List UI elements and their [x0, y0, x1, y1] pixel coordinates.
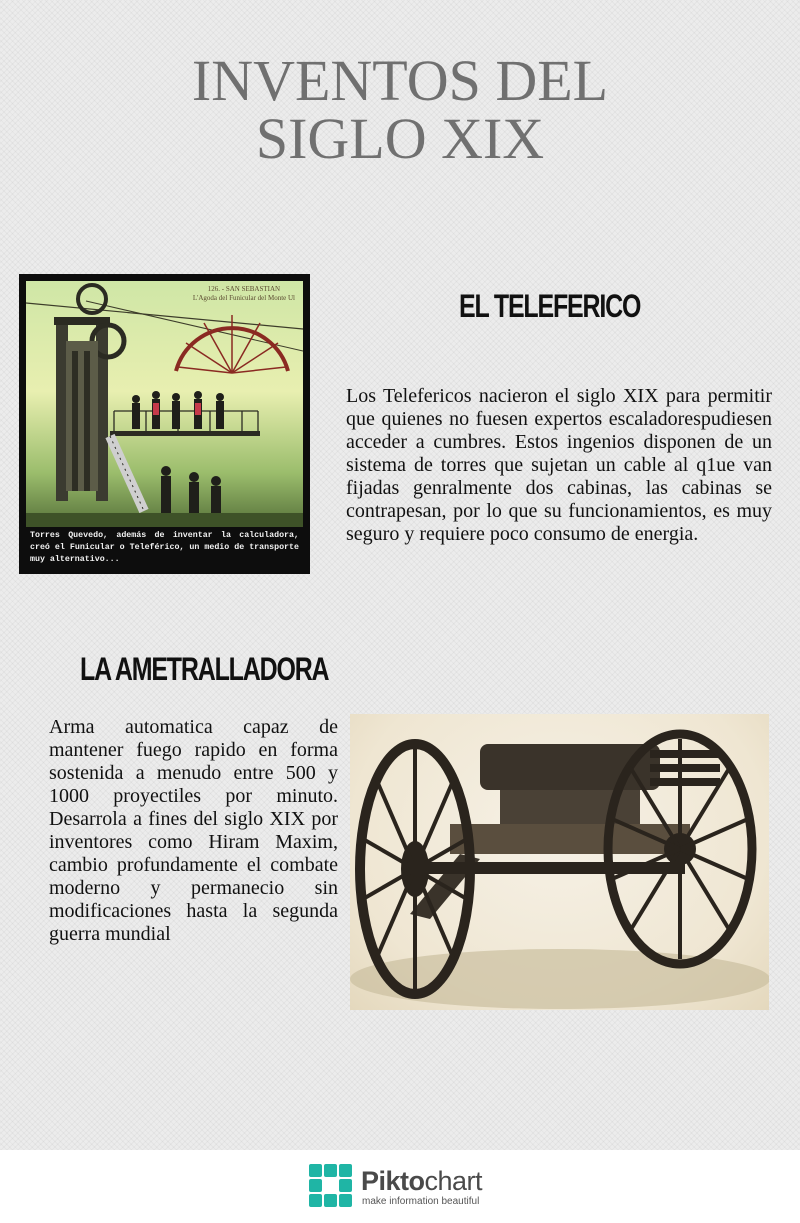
teleferico-photo [19, 274, 310, 574]
logo-square [309, 1164, 322, 1177]
postcard-postmark [193, 285, 295, 303]
ametralladora-description: Arma automatica capaz de mantener fuego rapido en forma sostenida a menudo entre 500 y 1000 proyectiles por minuto. Desarrola a fines del siglo XIX por inventores como Hiram Maxim, cambio profundamente el combate moderno y permanecio sin modificaciones hasta la segunda guerra mundial [49, 716, 338, 945]
ametralladora-engraving [350, 714, 769, 1010]
teleferico-description: Los Telefericos nacieron el siglo XIX para permitir que quienes no fuesen expertos escaladorespudiesen acceder a cumbres. Estos ingenios disponen de un sistema de torres que sujetan un cable al q1ue van fijadas genralmente dos cabinas, las cabinas se contrapesan, por lo que su funcionamientos, es muy seguro y requiere poco consumo de energia. [346, 385, 772, 545]
logo-square [339, 1194, 352, 1207]
brand-name-part-1: Pikto [361, 1166, 425, 1196]
brand-tagline: make information beautiful [362, 1196, 480, 1207]
page-title [0, 48, 800, 171]
postmark-line-2: L'Agoda del Funicular del Monte Ul [192, 294, 295, 302]
brand-name-part-2: chart [424, 1166, 483, 1196]
teleferico-illustration [26, 281, 303, 527]
ametralladora-heading: LA AMETRALLADORA [80, 651, 329, 687]
piktochart-logo-icon [308, 1163, 354, 1209]
logo-square [339, 1179, 352, 1192]
page-title-line-2: SIGLO XIX [255, 106, 545, 171]
teleferico-postcard-image [26, 281, 303, 527]
teleferico-heading: EL TELEFERICO [459, 288, 641, 324]
logo-square [324, 1164, 337, 1177]
footer [0, 1150, 800, 1223]
logo-square [339, 1164, 352, 1177]
logo-square [309, 1194, 322, 1207]
postmark-line-1: 126. - SAN SEBASTIAN [207, 285, 281, 293]
teleferico-photo-caption: Torres Quevedo, además de inventar la calculadora, creó el Funicular o Teleférico, un medio de transporte muy alternativo... [30, 531, 299, 564]
logo-square [324, 1194, 337, 1207]
brand-name [361, 1167, 482, 1195]
page-title-line-1: INVENTOS DEL [191, 48, 609, 113]
gatling-gun-illustration [350, 714, 769, 1010]
logo-square [309, 1179, 322, 1192]
